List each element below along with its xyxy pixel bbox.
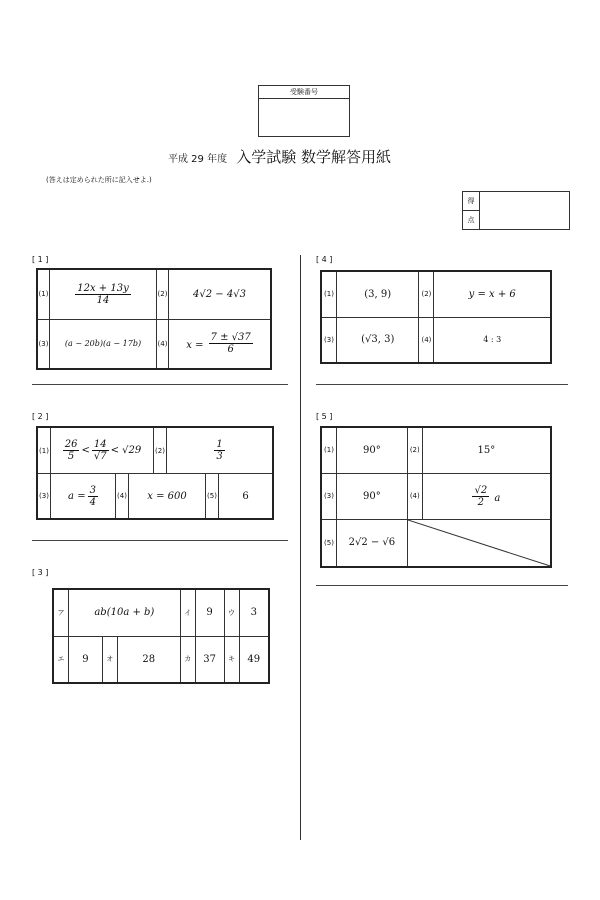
- s5-blank-cell: [407, 519, 551, 567]
- s2-q1-f1-num: 26: [64, 439, 78, 450]
- page-title: [168, 146, 468, 167]
- s3-val-ka: 37: [195, 636, 224, 683]
- s5-q4-num: √2: [474, 484, 488, 496]
- s3-key-o: オ: [102, 636, 117, 683]
- s1-q1-num: 12x + 13y: [77, 282, 129, 294]
- s2-q3-den: 4: [89, 496, 96, 508]
- section-4-table: [320, 270, 552, 364]
- s3-key-ka: カ: [180, 636, 195, 683]
- s3-key-i: イ: [180, 589, 195, 636]
- title-main: 入学試験 数学解答用紙: [236, 148, 391, 166]
- exam-number-box: [258, 85, 350, 137]
- section-2-table: [36, 426, 274, 520]
- section-5-table: [320, 426, 552, 568]
- s2-answer-2: [167, 428, 272, 473]
- score-field[interactable]: [480, 192, 569, 229]
- section-3-label: [ 3 ]: [32, 568, 49, 577]
- s2-q2-den: 3: [216, 451, 223, 462]
- s2-q1-f2-den: √7: [93, 451, 107, 462]
- s2-q3-prefix: a =: [68, 490, 86, 502]
- s2-answer-5: 6: [242, 490, 249, 502]
- s4-answer-4: 4 : 3: [434, 317, 551, 363]
- title-year: 平成 29 年度: [168, 154, 228, 165]
- s2-q1-lt: <: [81, 445, 90, 456]
- s3-val-u: 3: [239, 589, 269, 636]
- section-2-rule: [32, 540, 288, 541]
- s3-val-o: 28: [117, 636, 180, 683]
- s5-answer-5: 2√2 − √6: [337, 519, 408, 567]
- s5-num-2: (2): [407, 427, 422, 473]
- s5-q4-den: 2: [477, 496, 485, 508]
- diagonal-strike: [408, 520, 550, 566]
- s2-q1-tail: < √29: [110, 445, 142, 456]
- section-1-rule: [32, 384, 288, 385]
- s4-answer-1: (3, 9): [337, 271, 419, 317]
- s5-num-3: (3): [321, 473, 337, 519]
- s1-q4-num: 7 ± √37: [210, 332, 251, 344]
- section-4-label: [ 4 ]: [316, 255, 333, 264]
- s2-num-5: (5): [206, 474, 219, 518]
- s4-answer-3: (√3, 3): [337, 317, 419, 363]
- s5-num-5: (5): [321, 519, 337, 567]
- score-box: [462, 191, 570, 230]
- s3-key-ki: キ: [224, 636, 239, 683]
- s1-answer-3: (a − 20b)(a − 17b): [50, 319, 157, 369]
- section-3-table: [52, 588, 270, 684]
- s2-answer-3: [51, 474, 116, 518]
- exam-number-label: 受験番号: [259, 86, 349, 99]
- s4-answer-2: y = x + 6: [434, 271, 551, 317]
- s2-answer-1: [51, 428, 154, 473]
- center-divider: [300, 255, 301, 840]
- s4-num-1: (1): [321, 271, 337, 317]
- section-2-label: [ 2 ]: [32, 412, 49, 421]
- s1-num-1: (1): [37, 269, 50, 319]
- s3-val-e: 9: [69, 636, 103, 683]
- s1-answer-1: [50, 269, 157, 319]
- s2-q1-f2-num: 14: [93, 439, 107, 450]
- s5-answer-4: [422, 473, 551, 519]
- section-1-label: [ 1 ]: [32, 255, 49, 264]
- s3-val-ki: 49: [239, 636, 269, 683]
- s5-num-4: (4): [407, 473, 422, 519]
- instruction-text: (答えは定められた所に記入せよ.): [46, 176, 152, 184]
- s4-num-3: (3): [321, 317, 337, 363]
- s1-answer-2: 4√2 − 4√3: [169, 269, 272, 319]
- s1-q4-prefix: x =: [186, 340, 204, 352]
- section-1-table: [36, 268, 272, 370]
- s3-val-i: 9: [195, 589, 224, 636]
- s3-key-a: ア: [53, 589, 69, 636]
- s2-num-4: (4): [116, 474, 129, 518]
- score-label-top: 得: [463, 192, 479, 211]
- s1-q4-den: 6: [227, 344, 234, 356]
- s2-num-3: (3): [38, 474, 51, 518]
- s1-answer-4: [169, 319, 272, 369]
- s2-q2-num: 1: [216, 439, 223, 450]
- s2-num-2: (2): [154, 428, 167, 473]
- s1-num-2: (2): [157, 269, 169, 319]
- section-5-label: [ 5 ]: [316, 412, 333, 421]
- s5-answer-1: 90°: [337, 427, 408, 473]
- s3-key-e: エ: [53, 636, 69, 683]
- s5-q4-suffix: a: [494, 492, 501, 504]
- s4-num-2: (2): [419, 271, 434, 317]
- s5-answer-2: 15°: [422, 427, 551, 473]
- score-label-bottom: 点: [467, 216, 475, 224]
- s2-q1-f1-den: 5: [67, 451, 75, 462]
- s1-num-3: (3): [37, 319, 50, 369]
- s1-q1-den: 14: [96, 294, 110, 306]
- s2-num-1: (1): [38, 428, 51, 473]
- s2-q3-num: 3: [89, 484, 96, 496]
- s5-num-1: (1): [321, 427, 337, 473]
- s1-num-4: (4): [157, 319, 169, 369]
- section-5-rule: [316, 585, 568, 586]
- s5-answer-3: 90°: [337, 473, 408, 519]
- section-4-rule: [316, 384, 568, 385]
- s3-val-a: ab(10a + b): [69, 589, 181, 636]
- s2-answer-4: x = 600: [129, 474, 206, 518]
- s3-key-u: ウ: [224, 589, 239, 636]
- s4-num-4: (4): [419, 317, 434, 363]
